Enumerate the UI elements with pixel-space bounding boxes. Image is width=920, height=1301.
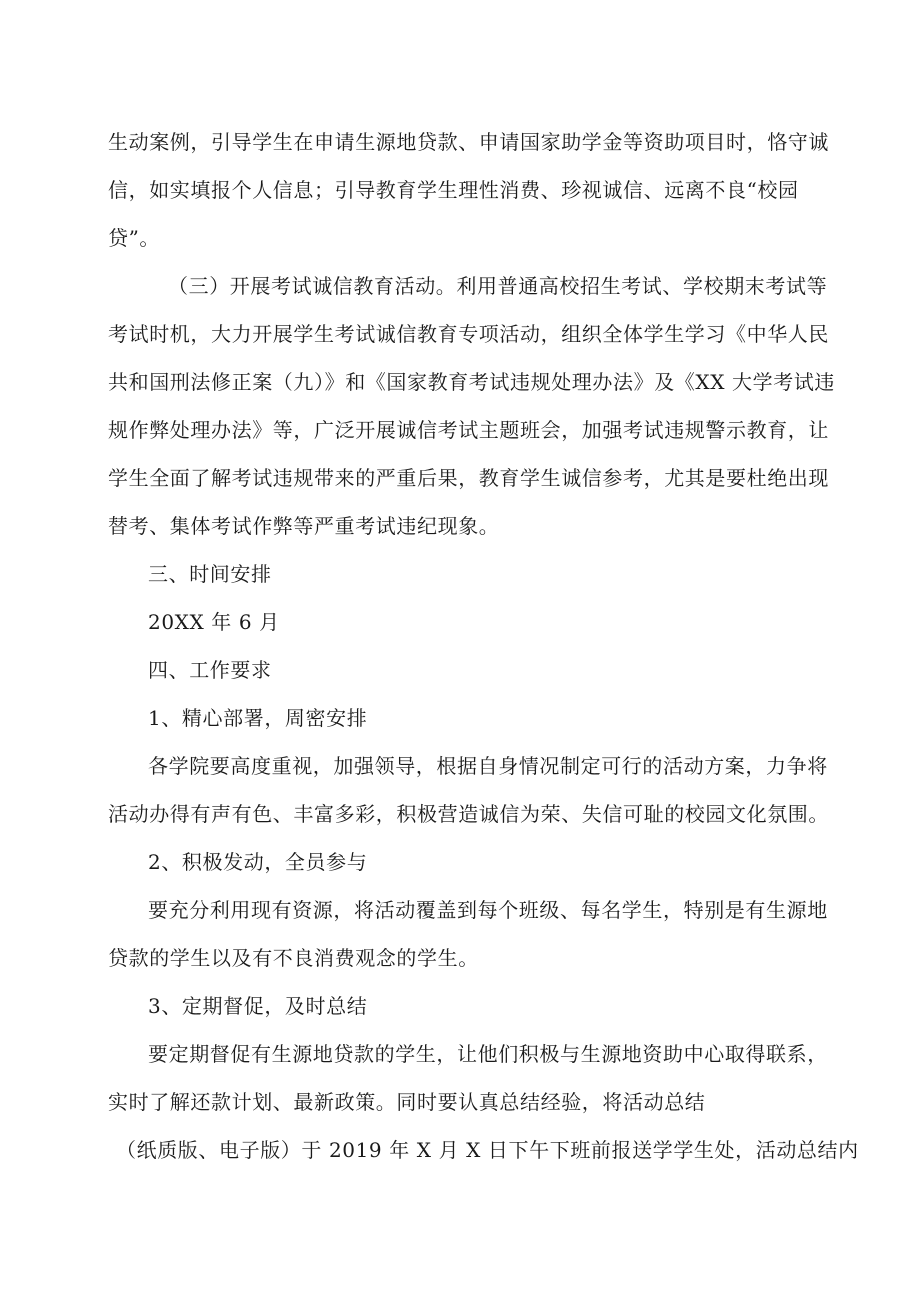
- body-text-line: 实时了解还款计划、最新政策。同时要认真总结经验，将活动总结: [108, 1090, 706, 1114]
- body-text-line: 规作弊处理办法》等，广泛开展诚信考试主题班会，加强考试违规警示教育，让: [108, 418, 829, 442]
- schedule-date: 20XX 年 6 月: [148, 610, 280, 634]
- body-text-line: 信，如实填报个人信息；引导教育学生理性消费、珍视诚信、远离不良“校园: [108, 178, 799, 202]
- body-text-line: 贷”。: [108, 226, 161, 250]
- body-text-line: 贷款的学生以及有不良消费观念的学生。: [108, 946, 479, 970]
- section-heading-requirements: 四、工作要求: [148, 658, 272, 682]
- subheading-3: 3、定期督促，及时总结: [148, 994, 368, 1018]
- body-text-line: 学生全面了解考试违规带来的严重后果，教育学生诚信参考，尤其是要杜绝出现: [108, 466, 829, 490]
- body-text-line: 各学院要高度重视，加强领导，根据自身情况制定可行的活动方案，力争将: [148, 754, 828, 778]
- subheading-2: 2、积极发动，全员参与: [148, 850, 368, 874]
- body-text-line: （纸质版、电子版）于 2019 年 X 月 X 日下午下班前报送学学生处，活动总结内: [116, 1138, 859, 1162]
- body-text-line: 考试时机，大力开展学生考试诚信教育专项活动，组织全体学生学习《中华人民: [108, 322, 829, 346]
- body-text-line: 替考、集体考试作弊等严重考试违纪现象。: [108, 514, 500, 538]
- section-heading-schedule: 三、时间安排: [148, 562, 272, 586]
- body-text-line: 共和国刑法修正案（九）》和《国家教育考试违规处理办法》及《XX 大学考试违: [108, 370, 836, 394]
- body-text-line: 活动办得有声有色、丰富多彩，积极营造诚信为荣、失信可耻的校园文化氛围。: [108, 802, 829, 826]
- body-text-line: 生动案例，引导学生在申请生源地贷款、申请国家助学金等资助项目时，恪守诚: [108, 130, 829, 154]
- subheading-1: 1、精心部署，周密安排: [148, 706, 368, 730]
- body-text-line: 要定期督促有生源地贷款的学生，让他们积极与生源地资助中心取得联系，: [148, 1042, 828, 1066]
- body-text-line: 要充分利用现有资源，将活动覆盖到每个班级、每名学生，特别是有生源地: [148, 898, 828, 922]
- section-heading-exam-integrity: （三）开展考试诚信教育活动。利用普通高校招生考试、学校期末考试等: [168, 274, 828, 298]
